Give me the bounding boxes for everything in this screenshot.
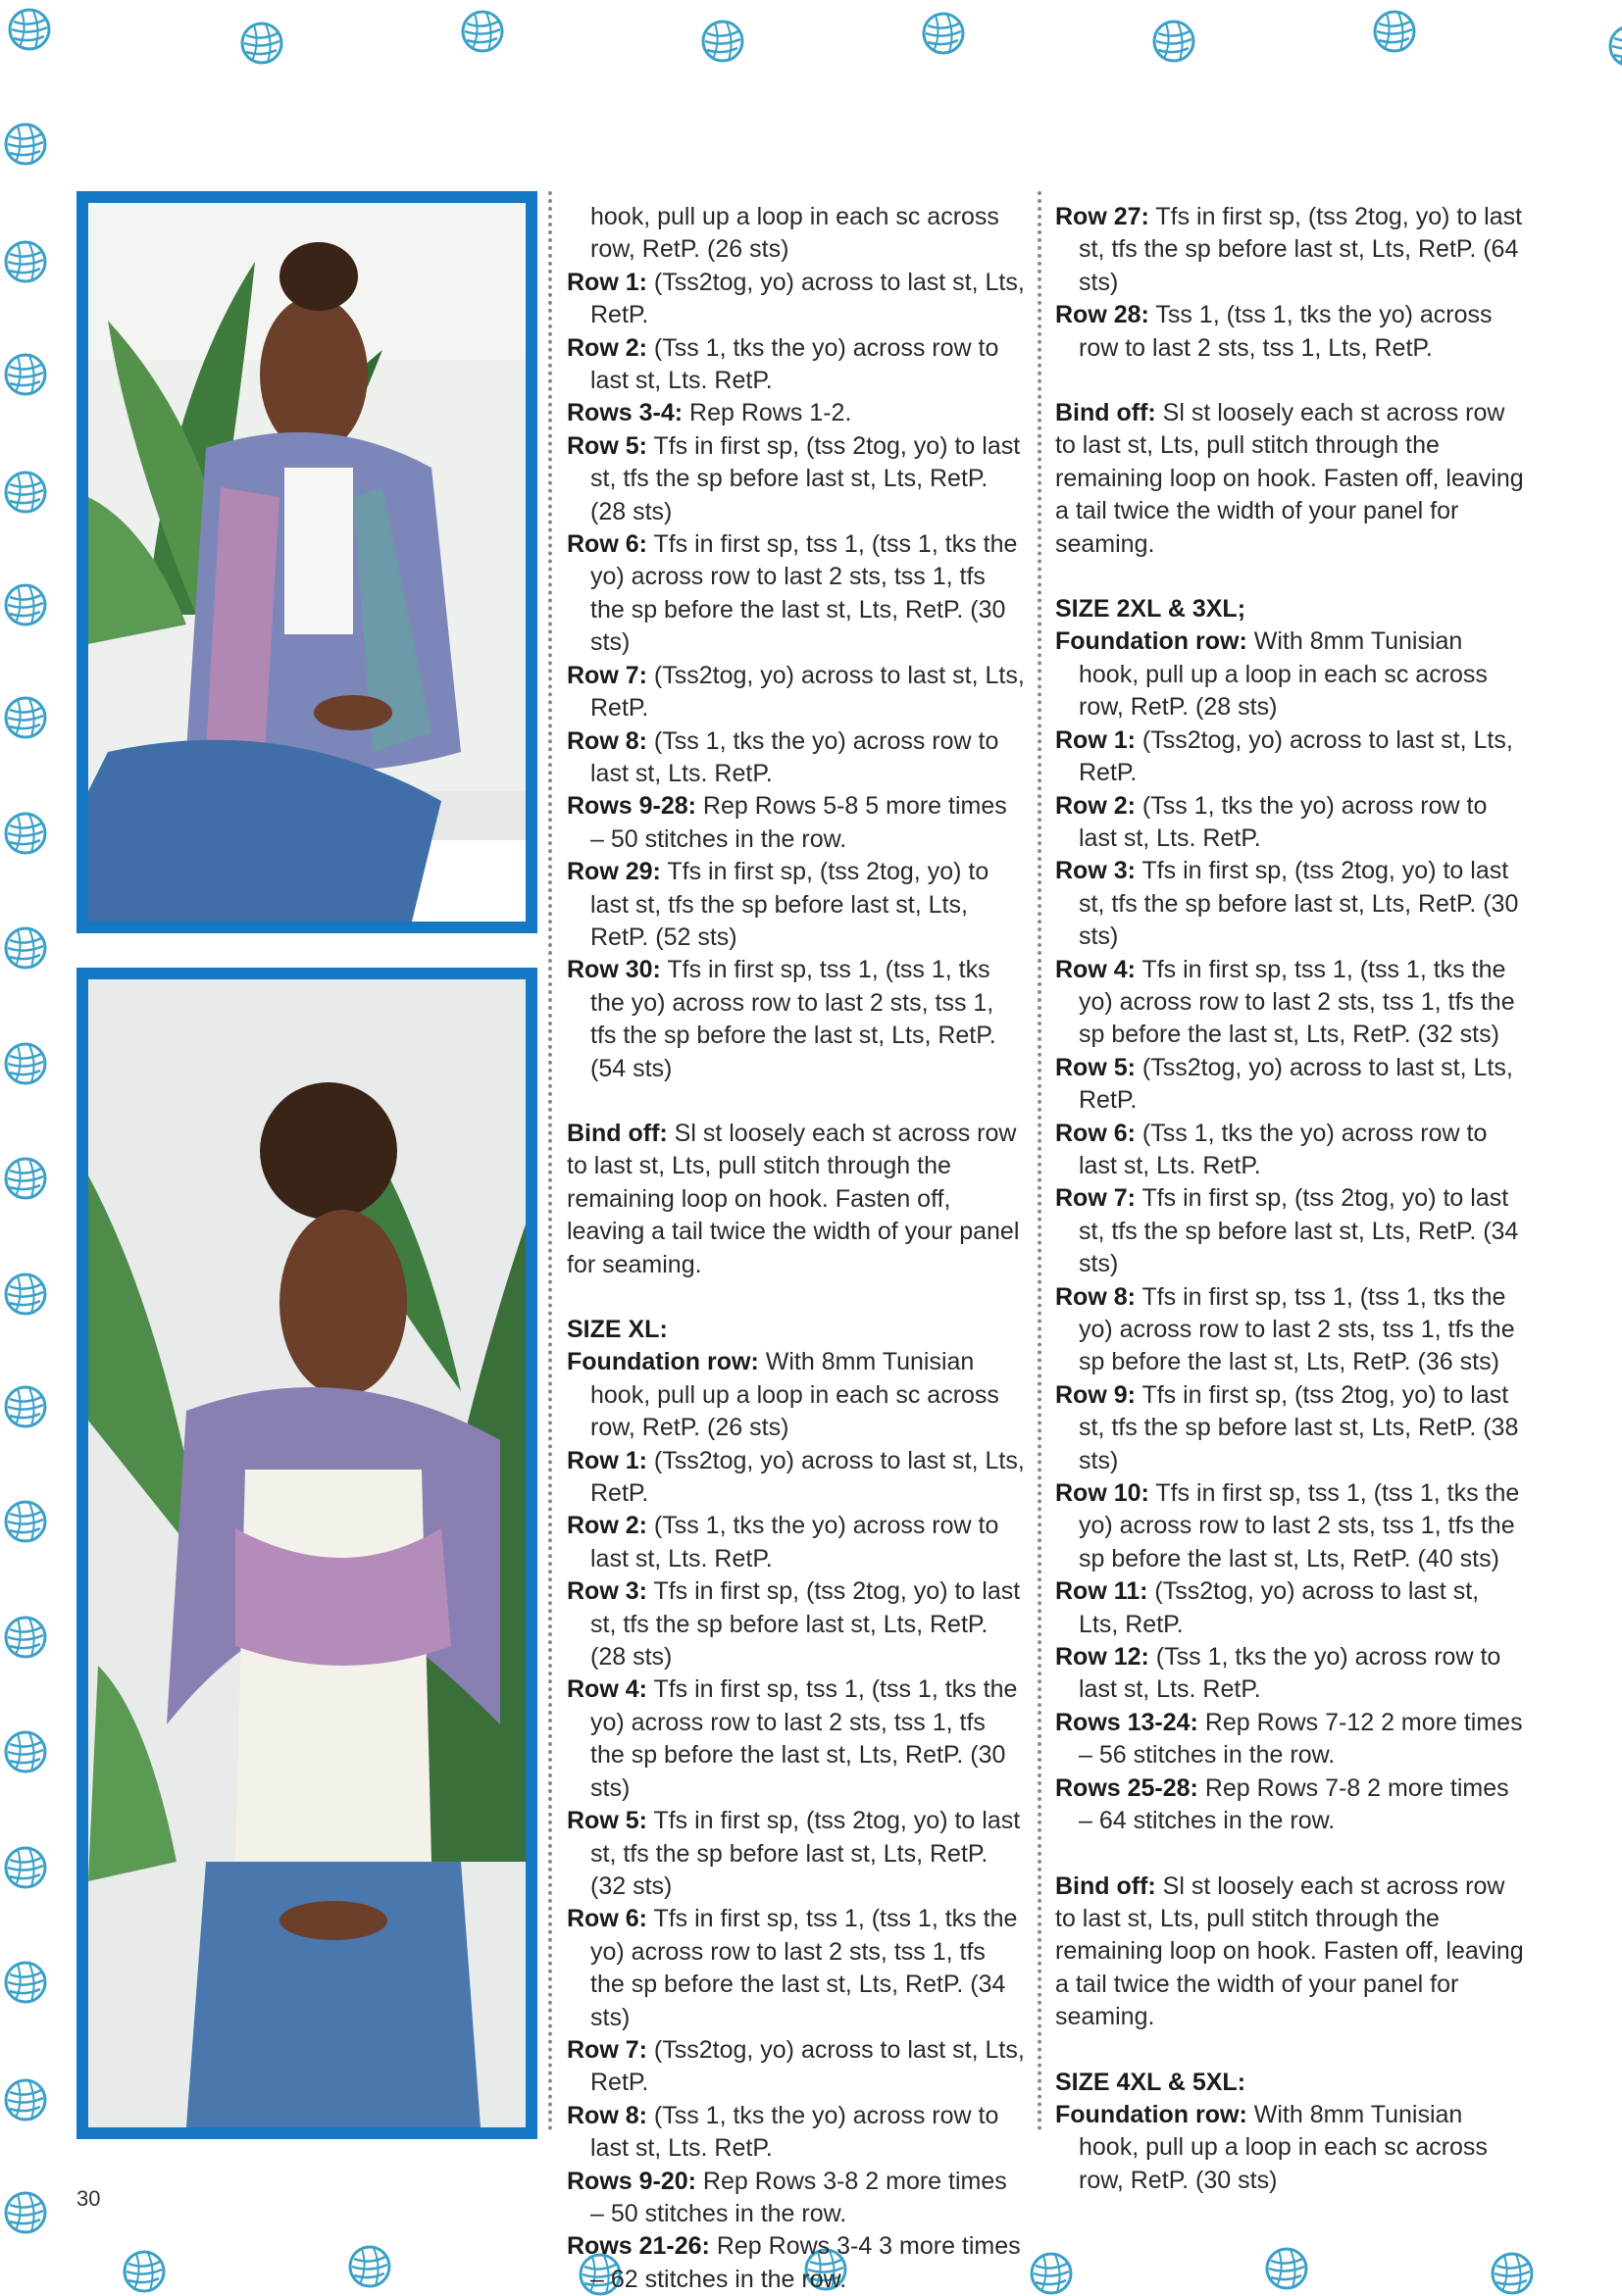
yarn-ball-icon [4,240,47,283]
row-label: Row 8: [567,726,647,755]
instruction-row [1055,1707,1524,1772]
instruction-row [567,1118,1026,1281]
row-label: Rows 21-26: [567,2232,710,2261]
row-label: Rows 13-24: [1055,1708,1198,1736]
instruction-row [567,1805,1026,1903]
row-text: (Tss2tog, yo) across to last st, Lts, RetP. [590,661,1025,723]
instruction-row [567,1673,1026,1805]
yarn-ball-icon [4,1500,47,1543]
row-label: Rows 25-28: [1055,1773,1198,1802]
instruction-row [567,856,1026,954]
pattern-column-1 [567,201,1026,2296]
row-text: (Tss 1, tks the yo) across row to last st, Lts. RetP. [1079,791,1488,852]
row-label: Row 4: [567,1675,647,1704]
instruction-row [567,397,1026,429]
yarn-ball-icon [4,583,47,626]
row-label: Row 27: [1055,203,1149,230]
row-text: Tfs in first sp, (tss 2tog, yo) to last st, tfs the sp before last st, Lts, RetP. (28 sts) [590,431,1021,525]
row-text: Tfs in first sp, tss 1, (tss 1, tks the yo) across row to last 2 sts, tss 1, tfs the sp before the last st, Lts, RetP. (36 sts) [1079,1282,1515,1376]
page-number: 30 [76,2186,101,2211]
row-text: Rep Rows 1-2. [683,399,852,427]
instruction-row [567,1314,1026,1346]
yarn-ball-icon [1373,10,1416,53]
instruction-row [1055,593,1524,625]
paragraph-gap [1055,561,1524,593]
paragraph-gap [1055,2034,1524,2067]
row-label: Row 6: [567,1905,647,1933]
row-text: Sl st loosely each st across row to last st, Lts, pull stitch through the remaining loop on hook. Fasten off, leaving a tail twice the width of your panel for seaming. [567,1119,1020,1278]
row-text: Rep Rows 3-4 3 more times – 62 stitches in the row. [590,2232,1021,2293]
instruction-row [1055,724,1524,790]
row-text: With 8mm Tunisian hook, pull up a loop in each sc across row, RetP. (28 sts) [1079,627,1488,722]
instruction-continuation [567,201,1026,267]
instruction-row [567,430,1026,528]
row-label: Rows 9-20: [567,2167,696,2195]
row-label: SIZE 4XL & 5XL: [1055,2068,1246,2096]
row-text: Tfs in first sp, (tss 2tog, yo) to last st, tfs the sp before last st, Lts, RetP. (32 sts) [590,1807,1021,1900]
instruction-row [567,1510,1026,1575]
instruction-row [567,1346,1026,1444]
instruction-row [1055,855,1524,953]
yarn-ball-icon [4,1273,47,1316]
instruction-row [567,528,1026,660]
row-text: (Tss 1, tks the yo) across row to last st, Lts. RetP. [590,333,999,395]
yarn-ball-icon [1030,2252,1073,2295]
paragraph-gap [1055,365,1524,397]
row-text: (Tss2tog, yo) across to last st, Lts, RetP. [1079,1577,1480,1638]
instruction-row [567,660,1026,725]
instruction-row [1055,1379,1524,1477]
row-label: Row 8: [567,2101,647,2129]
row-text: Tfs in first sp, tss 1, (tss 1, tks the yo) across row to last 2 sts, tss 1, tfs the sp before the last st, Lts, RetP. (40 sts) [1079,1479,1520,1572]
row-label: Row 11: [1055,1577,1148,1606]
row-label: Row 28: [1055,301,1149,329]
instruction-row [1055,1871,1524,2034]
row-text: (Tss2tog, yo) across to last st, Lts, RetP. [1079,725,1513,787]
instruction-row [1055,397,1524,561]
instruction-row [567,332,1026,398]
row-text: Tss 1, (tss 1, tks the yo) across row to last 2 sts, tss 1, Lts, RetP. [1079,301,1493,362]
row-label: Row 29: [567,858,661,886]
instruction-row [1055,1772,1524,1838]
instruction-row [567,725,1026,791]
yarn-ball-icon [4,926,47,970]
yarn-ball-icon [4,1042,47,1085]
yarn-ball-icon [1152,20,1195,63]
row-label: Row 3: [567,1577,647,1606]
instruction-row [1055,790,1524,856]
row-text: Rep Rows 7-12 2 more times – 56 stitches in the row. [1079,1708,1523,1770]
yarn-ball-icon [8,8,51,51]
instruction-row [567,1575,1026,1673]
instruction-row [1055,1477,1524,1575]
row-text: Tfs in first sp, tss 1, (tss 1, tks the yo) across row to last 2 sts, tss 1, tfs the sp before the last st, Lts, RetP. (34 sts) [590,1905,1018,2031]
row-label: Row 5: [567,431,647,460]
yarn-ball-icon [123,2250,166,2293]
instruction-row [1055,625,1524,724]
yarn-ball-icon [701,20,744,63]
row-label: Row 5: [1055,1053,1136,1081]
row-text: Tfs in first sp, (tss 2tog, yo) to last st, tfs the sp before last st, Lts, RetP. (64 sts) [1079,203,1523,296]
column-divider-left [548,191,552,2132]
paragraph-gap [1055,1838,1524,1871]
row-label: Foundation row: [567,1348,759,1376]
yarn-ball-icon [4,123,47,166]
row-text: Rep Rows 3-8 2 more times – 50 stitches in the row. [590,2167,1007,2227]
row-text: (Tss2tog, yo) across to last st, Lts, RetP. [1079,1053,1513,1115]
paragraph-gap [567,1085,1026,1118]
row-label: Row 7: [567,2035,647,2064]
row-label: Row 6: [1055,1119,1136,1147]
row-label: Row 4: [1055,955,1136,983]
instruction-row [567,2100,1026,2166]
row-text: (Tss 1, tks the yo) across row to last st, Lts. RetP. [1079,1643,1501,1704]
row-text: Rep Rows 5-8 5 more times – 50 stitches in the row. [590,792,1007,853]
row-text: Tfs in first sp, (tss 2tog, yo) to last st, tfs the sp before last st, Lts, RetP. (34 sts) [1079,1184,1519,1278]
row-label: Row 1: [567,268,647,296]
yarn-ball-icon [4,1846,47,1889]
row-text: Tfs in first sp, tss 1, (tss 1, tks the yo) across row to last 2 sts, tss 1, tfs the sp before the last st, Lts, RetP. (54 sts) [590,956,996,1082]
woman-with-cardigan-on-shoulders-photo [76,968,537,2139]
row-label: Rows 9-28: [567,792,696,821]
row-label: Row 7: [1055,1184,1136,1213]
row-label: Bind off: [567,1119,668,1147]
row-text: With 8mm Tunisian hook, pull up a loop in each sc across row, RetP. (26 sts) [590,1348,999,1442]
instruction-row [1055,1118,1524,1183]
row-label: Row 2: [567,333,647,362]
instruction-row [1055,299,1524,365]
yarn-ball-icon [4,2078,47,2121]
row-text: (Tss 1, tks the yo) across row to last st, Lts. RetP. [1079,1119,1488,1179]
instruction-row [1055,2099,1524,2197]
instruction-row [1055,954,1524,1052]
row-label: Row 5: [567,1807,647,1835]
row-label: Rows 3-4: [567,399,684,427]
yarn-ball-icon [4,353,47,396]
yarn-ball-icon [1491,2252,1534,2295]
row-text: (Tss 1, tks the yo) across row to last st, Lts. RetP. [590,2101,999,2163]
yarn-ball-icon [4,1730,47,1773]
yarn-ball-icon [4,696,47,739]
yarn-ball-icon [4,1616,47,1659]
row-label: Bind off: [1055,1872,1156,1900]
yarn-ball-icon [922,12,965,55]
row-text: Tfs in first sp, tss 1, (tss 1, tks the yo) across row to last 2 sts, tss 1, tfs the sp before the last st, Lts, RetP. (32 sts) [1079,955,1515,1049]
row-text: (Tss2tog, yo) across to last st, Lts, RetP. [590,1446,1025,1508]
instruction-row [1055,1182,1524,1280]
yarn-ball-icon [1608,25,1622,68]
column-divider-right [1038,191,1041,2132]
instruction-row [567,267,1026,332]
instruction-row [1055,2067,1524,2099]
yarn-ball-icon [1265,2247,1308,2290]
instruction-row [567,954,1026,1085]
instruction-row [567,790,1026,856]
instruction-row [567,1903,1026,2034]
instruction-row [1055,1575,1524,1641]
row-label: Row 2: [567,1512,647,1540]
yarn-ball-icon [4,2191,47,2234]
yarn-ball-icon [4,1961,47,2004]
row-text: hook, pull up a loop in each sc across row, RetP. (26 sts) [590,203,999,264]
row-label: Row 1: [1055,725,1136,754]
row-label: Row 3: [1055,857,1136,885]
row-label: Bind off: [1055,399,1156,427]
row-label: Foundation row: [1055,2100,1247,2128]
instruction-row [567,1445,1026,1511]
row-label: Foundation row: [1055,627,1247,656]
paragraph-gap [567,1281,1026,1314]
instruction-row [1055,1052,1524,1118]
row-label: SIZE 2XL & 3XL; [1055,595,1246,624]
row-label: SIZE XL: [567,1316,668,1343]
instruction-row [1055,1641,1524,1707]
row-text: Tfs in first sp, (tss 2tog, yo) to last st, tfs the sp before last st, Lts, RetP. (38 sts) [1079,1380,1519,1474]
row-label: Row 1: [567,1446,647,1474]
row-text: Sl st loosely each st across row to last st, Lts, pull stitch through the remaining loop on hook. Fasten off, leaving a tail twice the width of your panel for seaming. [1055,399,1524,558]
row-text: Rep Rows 7-8 2 more times – 64 stitches in the row. [1079,1773,1509,1835]
yarn-ball-icon [348,2245,391,2288]
row-text: With 8mm Tunisian hook, pull up a loop in each sc across row, RetP. (30 sts) [1079,2100,1488,2194]
row-text: (Tss 1, tks the yo) across row to last st, Lts. RetP. [590,1512,999,1572]
pattern-column-2 [1055,201,1524,2197]
row-text: (Tss2tog, yo) across to last st, Lts, RetP. [590,268,1025,329]
row-label: Row 2: [1055,791,1136,820]
instruction-row [1055,1281,1524,1379]
row-text: (Tss2tog, yo) across to last st, Lts, RetP. [590,2035,1025,2097]
row-label: Row 9: [1055,1380,1136,1409]
row-text: Tfs in first sp, tss 1, (tss 1, tks the yo) across row to last 2 sts, tss 1, tfs the sp before the last st, Lts, RetP. (30 sts) [590,530,1018,657]
yarn-ball-icon [240,22,283,65]
woman-in-cardigan-photo [76,191,537,933]
row-text: Sl st loosely each st across row to last st, Lts, pull stitch through the remaining loop on hook. Fasten off, leaving a tail twice the width of your panel for seaming. [1055,1872,1524,2031]
row-label: Row 6: [567,530,647,559]
row-text: Tfs in first sp, (tss 2tog, yo) to last st, tfs the sp before last st, Lts, RetP. (52 sts) [590,858,989,951]
instruction-row [567,2034,1026,2100]
row-text: Tfs in first sp, (tss 2tog, yo) to last st, tfs the sp before last st, Lts, RetP. (30 sts) [1079,857,1519,951]
row-label: Row 30: [567,956,661,984]
yarn-ball-icon [4,471,47,514]
row-label: Row 10: [1055,1479,1149,1508]
row-text: Tfs in first sp, tss 1, (tss 1, tks the yo) across row to last 2 sts, tss 1, tfs the sp before the last st, Lts, RetP. (30 sts) [590,1675,1018,1802]
instruction-row [567,2166,1026,2231]
yarn-ball-icon [461,10,504,53]
yarn-ball-icon [4,1157,47,1200]
row-text: Tfs in first sp, (tss 2tog, yo) to last st, tfs the sp before last st, Lts, RetP. (28 sts) [590,1577,1021,1672]
row-label: Row 12: [1055,1643,1149,1672]
instruction-row [1055,201,1524,299]
instruction-row [567,2230,1026,2296]
row-label: Row 8: [1055,1282,1136,1311]
yarn-ball-icon [4,1385,47,1428]
row-text: (Tss 1, tks the yo) across row to last st, Lts. RetP. [590,726,999,787]
yarn-ball-icon [4,812,47,855]
row-label: Row 7: [567,661,647,689]
